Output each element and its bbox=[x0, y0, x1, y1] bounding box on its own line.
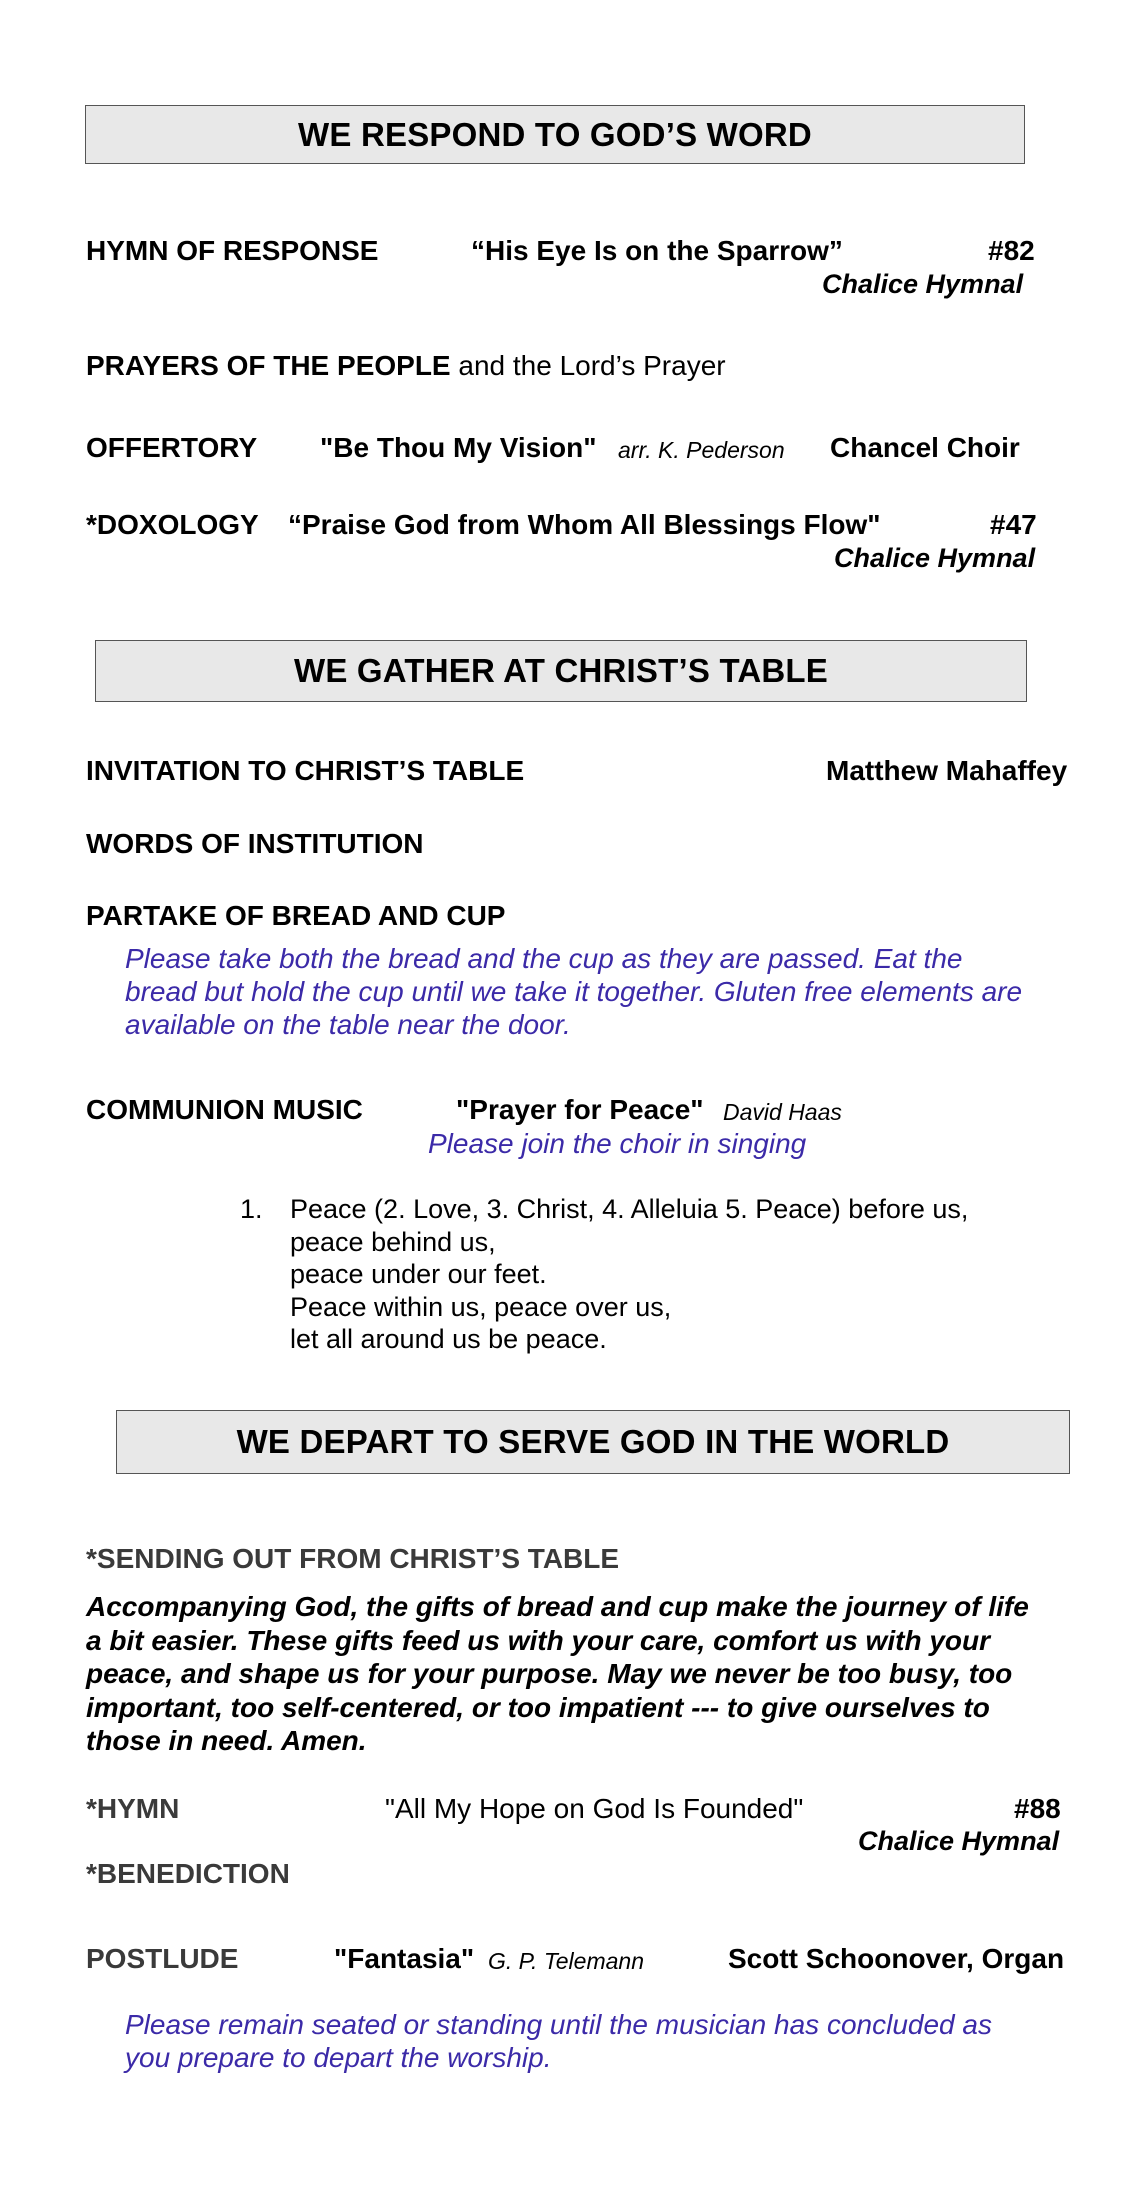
offertory-label: OFFERTORY bbox=[86, 432, 258, 463]
section-banner-respond bbox=[85, 105, 1025, 164]
prayer-line: those in need. Amen. bbox=[86, 1725, 367, 1756]
words-of-institution-label: WORDS OF INSTITUTION bbox=[86, 828, 424, 859]
hymn-source: Chalice Hymnal bbox=[858, 1826, 1060, 1856]
benediction-label: *BENEDICTION bbox=[86, 1858, 290, 1889]
verse-number: 1. bbox=[240, 1194, 263, 1224]
hymn-of-response-source: Chalice Hymnal bbox=[822, 269, 1024, 299]
section-banner-depart-title: WE DEPART TO SERVE GOD IN THE WORLD bbox=[236, 1423, 950, 1460]
partake-line: Please take both the bread and the cup as they are passed. Eat the bbox=[125, 943, 963, 974]
postlude-composer: G. P. Telemann bbox=[488, 1948, 644, 1974]
partake-line: available on the table near the door. bbox=[125, 1009, 571, 1040]
offertory-performer: Chancel Choir bbox=[830, 432, 1020, 463]
sending-out-prayer bbox=[86, 1590, 1029, 1758]
closing-line: Please remain seated or standing until the musician has concluded as bbox=[125, 2009, 992, 2040]
prayer-line: important, too self-centered, or too impatient --- to give ourselves to bbox=[86, 1691, 990, 1723]
hymn-of-response-title: “His Eye Is on the Sparrow” bbox=[471, 235, 843, 266]
prayer-line: a bit easier. These gifts feed us with your care, comfort us with your bbox=[86, 1624, 990, 1656]
communion-music-composer: David Haas bbox=[723, 1099, 842, 1125]
offertory-arranger: arr. K. Pederson bbox=[618, 437, 785, 463]
section-banner-depart bbox=[116, 1410, 1070, 1474]
communion-instruction: Please join the choir in singing bbox=[428, 1128, 807, 1159]
prayer-line: peace, and shape us for your purpose. May we never be too busy, too bbox=[86, 1658, 1013, 1689]
communion-lyrics bbox=[240, 1193, 1040, 1363]
lyric-line: let all around us be peace. bbox=[290, 1324, 607, 1354]
partake-instructions bbox=[125, 942, 1022, 1041]
communion-music-title: "Prayer for Peace" bbox=[456, 1094, 704, 1125]
prayers-of-the-people bbox=[86, 350, 726, 382]
sending-out-label: *SENDING OUT FROM CHRIST’S TABLE bbox=[86, 1543, 620, 1574]
doxology-label: *DOXOLOGY bbox=[86, 509, 259, 540]
section-banner-gather bbox=[95, 640, 1027, 702]
lyric-line: peace behind us, bbox=[290, 1226, 496, 1257]
postlude-title: "Fantasia" bbox=[334, 1943, 475, 1974]
doxology-title: “Praise God from Whom All Blessings Flow" bbox=[288, 509, 881, 540]
lyric-line: Peace within us, peace over us, bbox=[290, 1291, 672, 1322]
postlude-label: POSTLUDE bbox=[86, 1943, 239, 1974]
closing-instructions bbox=[125, 2008, 992, 2074]
hymn-title: "All My Hope on God Is Founded" bbox=[385, 1793, 804, 1824]
hymn-number: #88 bbox=[1014, 1793, 1061, 1824]
invitation-person: Matthew Mahaffey bbox=[826, 755, 1068, 786]
prayer-line: Accompanying God, the gifts of bread and cup make the journey of life bbox=[86, 1591, 1029, 1622]
partake-line: bread but hold the cup until we take it together. Gluten free elements are bbox=[125, 976, 1023, 1007]
partake-label: PARTAKE OF BREAD AND CUP bbox=[86, 900, 506, 931]
hymn-of-response-number: #82 bbox=[988, 235, 1035, 266]
prayers-text: and the Lord’s Prayer bbox=[450, 350, 726, 381]
lyric-line: peace under our feet. bbox=[290, 1259, 547, 1289]
postlude-performer: Scott Schoonover, Organ bbox=[728, 1943, 1065, 1974]
prayers-label: PRAYERS OF THE PEOPLE bbox=[86, 350, 451, 381]
section-banner-respond-title: WE RESPOND TO GOD’S WORD bbox=[298, 115, 812, 153]
hymn-of-response-label: HYMN OF RESPONSE bbox=[86, 235, 379, 266]
communion-music-label: COMMUNION MUSIC bbox=[86, 1094, 363, 1125]
lyric-line: Peace (2. Love, 3. Christ, 4. Alleluia 5. Peace) before us, bbox=[290, 1194, 969, 1224]
offertory-title: "Be Thou My Vision" bbox=[320, 432, 597, 463]
invitation-label: INVITATION TO CHRIST’S TABLE bbox=[86, 755, 525, 786]
doxology-number: #47 bbox=[990, 509, 1037, 540]
closing-line: you prepare to depart the worship. bbox=[125, 2042, 552, 2073]
doxology-source: Chalice Hymnal bbox=[834, 543, 1036, 573]
section-banner-gather-title: WE GATHER AT CHRIST’S TABLE bbox=[294, 652, 828, 689]
hymn-label: *HYMN bbox=[86, 1793, 180, 1824]
